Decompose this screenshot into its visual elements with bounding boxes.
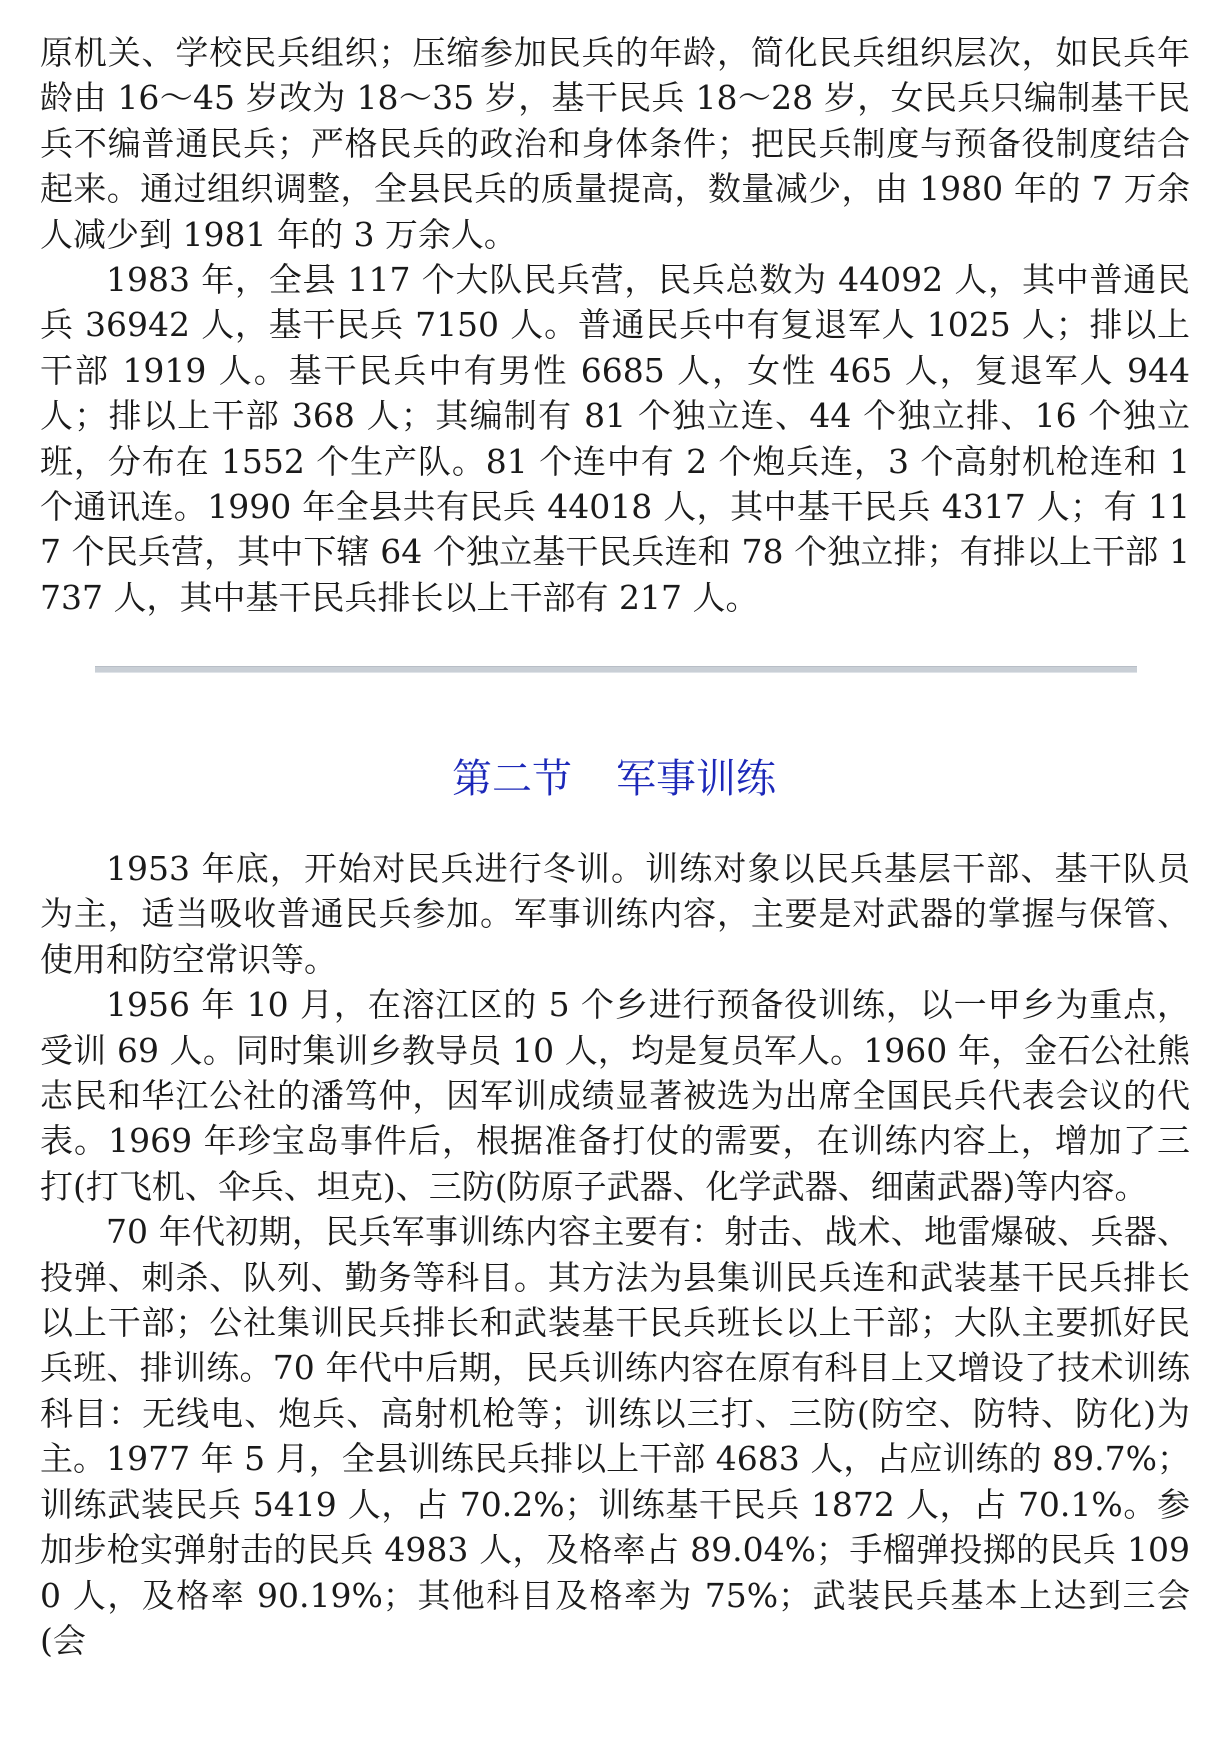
paragraph-continued: 原机关、学校民兵组织；压缩参加民兵的年龄，简化民兵组织层次，如民兵年龄由 16～45 岁改为 18～35 岁，基干民兵 18～28 岁，女民兵只编制基干民兵不编普通民兵；严格民兵的政治和身体条件；把民兵制度与预备役制度结合起来。通过组织调整，全县民兵的质量提高，数量减少，由 1980 年的 7 万余人减少到 1981 年的 3 万余人。 [40, 33, 1190, 254]
section-divider [95, 666, 1137, 673]
top-text-block [40, 30, 1190, 620]
section-body [40, 846, 1190, 1663]
paragraph-1956-reserve-training: 1956 年 10 月，在溶江区的 5 个乡进行预备役训练，以一甲乡为重点，受训 69 人。同时集训乡教导员 10 人，均是复员军人。1960 年，金石公社熊志民和华江公社的潘笃仲，因军训成绩显著被选为出席全国民兵代表会议的代表。1969 年珍宝岛事件后，根据准备打仗的需要，在训练内容上，增加了三打(打飞机、伞兵、坦克)、三防(防原子武器、化学武器、细菌武器)等内容。 [40, 985, 1190, 1206]
paragraph-1970s-training: 70 年代初期，民兵军事训练内容主要有：射击、战术、地雷爆破、兵器、投弹、刺杀、队列、勤务等科目。其方法为县集训民兵连和武装基干民兵排长以上干部；公社集训民兵排长和武装基干民兵班长以上干部；大队主要抓好民兵班、排训练。70 年代中后期，民兵训练内容在原有科目上又增设了技术训练科目：无线电、炮兵、高射机枪等；训练以三打、三防(防空、防特、防化)为主。1977 年 5 月，全县训练民兵排以上干部 4683 人，占应训练的 89.7%；训练武装民兵 5419 人，占 70.2%；训练基干民兵 1872 人，占 70.1%。参加步枪实弹射击的民兵 4983 人，及格率占 89.04%；手榴弹投掷的民兵 1090 人，及格率 90.19%；其他科目及格率为 75%；武装民兵基本上达到三会(会 [40, 1212, 1190, 1660]
paragraph-1953-winter-training: 1953 年底，开始对民兵进行冬训。训练对象以民兵基层干部、基干队员为主，适当吸收普通民兵参加。军事训练内容，主要是对武器的掌握与保管、使用和防空常识等。 [40, 849, 1190, 979]
section-heading [0, 754, 1228, 804]
section-title-text: 军事训练 [616, 756, 776, 802]
section-number: 第二节 [452, 756, 572, 802]
paragraph-1983-statistics: 1983 年，全县 117 个大队民兵营，民兵总数为 44092 人，其中普通民兵 36942 人，基干民兵 7150 人。普通民兵中有复退军人 1025 人；排以上干部 1919 人。基干民兵中有男性 6685 人，女性 465 人，复退军人 944 人；排以上干部 368 人；其编制有 81 个独立连、44 个独立排、16 个独立班，分布在 1552 个生产队。81 个连中有 2 个炮兵连，3 个高射机枪连和 1 个通讯连。1990 年全县共有民兵 44018 人，其中基干民兵 4317 人；有 117 个民兵营，其中下辖 64 个独立基干民兵连和 78 个独立排；有排以上干部 1737 人，其中基干民兵排长以上干部有 217 人。 [40, 260, 1190, 617]
